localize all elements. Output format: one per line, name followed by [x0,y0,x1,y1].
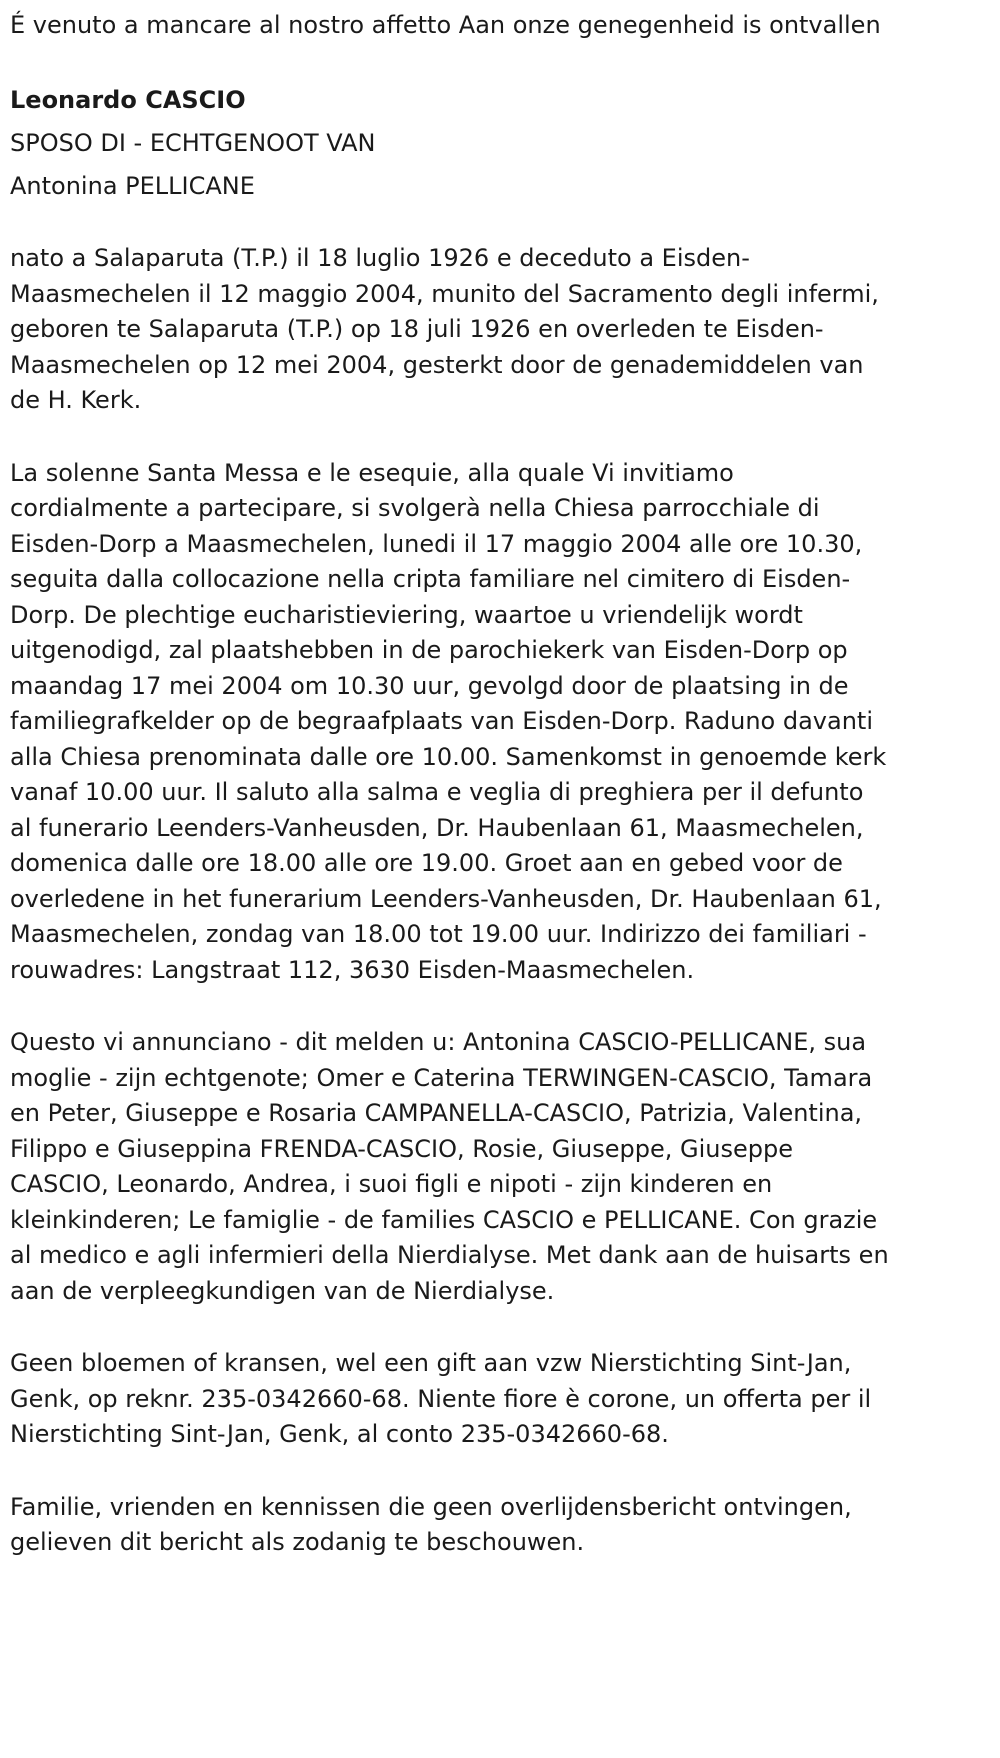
funeral-details-paragraph: La solenne Santa Messa e le esequie, alla quale Vi invitiamo cordialmente a partecipare, si svolgerà nella Chiesa parrocchiale di Eisden-Dorp a Maasmechelen, lunedi il 17 maggio 2004 alle ore 10.30, seguita dalla collocazione nella cripta familiare nel cimitero di Eisden-Dorp. De plechtige eucharistieviering, waartoe u vriendelijk wordt uitgenodigd, zal plaatshebben in de parochiekerk van Eisden-Dorp op maandag 17 mei 2004 om 10.30 uur, gevolgd door de plaatsing in de familiegrafkelder op de begraafplaats van Eisden-Dorp. Raduno davanti alla Chiesa prenominata dalle ore 10.00. Samenkomst in genoemde kerk vanaf 10.00 uur. Il saluto alla salma e veglia di preghiera per il defunto al funerario Leenders-Vanheusden, Dr. Haubenlaan 61, Maasmechelen, domenica dalle ore 18.00 alle ore 19.00. Groet aan en gebed voor de overledene in het funerarium Leenders-Vanheusden, Dr. Haubenlaan 61, Maasmechelen, zondag van 18.00 tot 19.00 uur. Indirizzo dei familiari - rouwadres: Langstraat 112, 3630 Eisden-Maasmechelen. [10,458,887,984]
family-announcement-paragraph: Questo vi annunciano - dit melden u: Antonina CASCIO-PELLICANE, sua moglie - zijn echtgenote; Omer e Caterina TERWINGEN-CASCIO, Tamara en Peter, Giuseppe e Rosaria CAMPANELLA-CASCIO, Patrizia, Valentina, Filippo e Giuseppina FRENDA-CASCIO, Rosie, Giuseppe, Giuseppe CASCIO, Leonardo, Andrea, i suoi figli e nipoti - zijn kinderen en kleinkinderen; Le famiglie - de families CASCIO e PELLICANE. Con grazie al medico e agli infermieri della Nierdialyse. Met dank aan de huisarts en aan de verpleegkundigen van de Nierdialyse. [10,1028,889,1305]
birth-death-paragraph: nato a Salaparuta (T.P.) il 18 luglio 1926 e deceduto a Eisden-Maasmechelen il 12 maggio 2004, munito del Sacramento degli infermi, geboren te Salaparuta (T.P.) op 18 juli 1926 en overleden te Eisden-Maasmechelen op 12 mei 2004, gesterkt door de genademiddelen van de H. Kerk. [10,244,879,414]
deceased-name: Leonardo CASCIO [10,86,246,114]
donation-paragraph: Geen bloemen of kransen, wel een gift aan vzw Nierstichting Sint-Jan, Genk, op reknr. 235-0342660-68. Niente fiore è corone, un offerta per il Nierstichting Sint-Jan, Genk, al conto 235-0342660-68. [10,1349,872,1448]
spouse-name: Antonina PELLICANE [10,172,255,200]
closing-paragraph: Familie, vrienden en kennissen die geen overlijdensbericht ontvingen, gelieven dit bericht als zodanig te beschouwen. [10,1492,852,1556]
relation-line: SPOSO DI - ECHTGENOOT VAN [10,129,376,157]
intro-line: É venuto a mancare al nostro affetto Aan onze genegenheid is ontvallen [10,11,881,39]
